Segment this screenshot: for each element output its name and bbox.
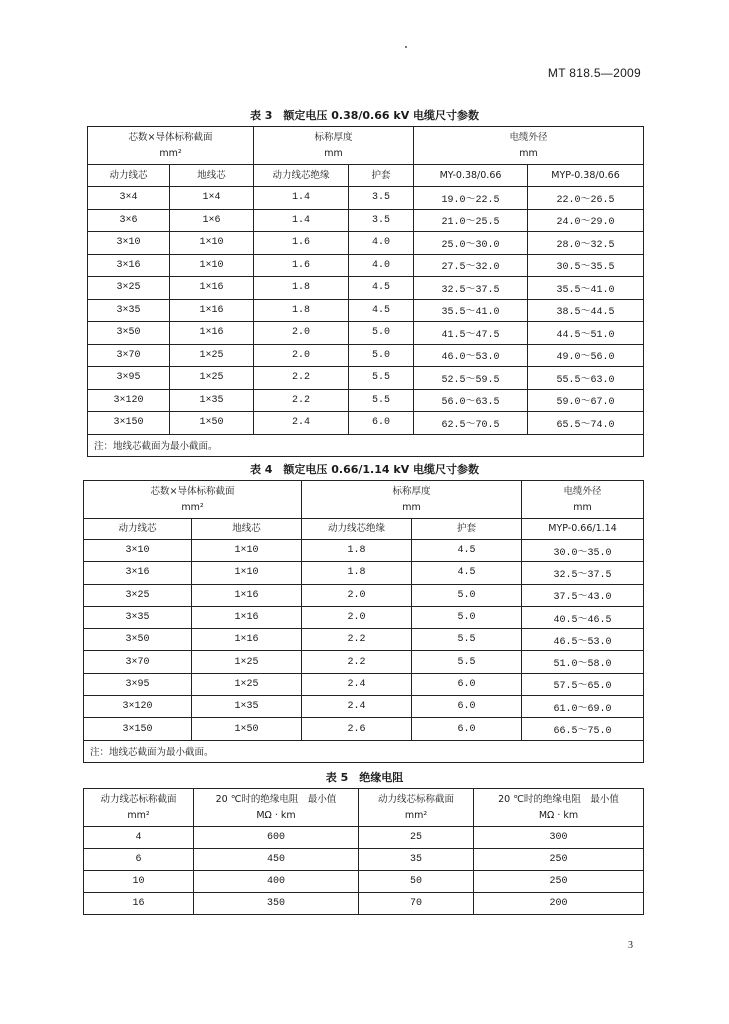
table-cell: 3×25 bbox=[84, 584, 192, 606]
table-row bbox=[88, 232, 644, 255]
table4-sub-insulation: 动力线芯绝缘 bbox=[302, 519, 412, 540]
table3-body bbox=[88, 187, 644, 435]
table3-header-row bbox=[88, 127, 644, 165]
table-cell: 1.4 bbox=[254, 187, 349, 210]
table-cell: 59.0～67.0 bbox=[528, 389, 644, 412]
table-cell: 46.0～53.0 bbox=[414, 344, 528, 367]
table-cell: 1×35 bbox=[192, 696, 302, 718]
table5 bbox=[83, 788, 644, 915]
table-cell: 2.2 bbox=[254, 367, 349, 390]
table-cell: 3×16 bbox=[84, 562, 192, 584]
table-cell: 3×35 bbox=[88, 299, 170, 322]
table-cell: 30.0～35.0 bbox=[522, 540, 644, 562]
table5-h-resistance-left: 20 ℃时的绝缘电阻 最小值 MΩ · km bbox=[194, 789, 359, 827]
table-cell: 3×120 bbox=[88, 389, 170, 412]
table-cell: 1×50 bbox=[170, 412, 254, 435]
table-cell: 1.4 bbox=[254, 209, 349, 232]
table-cell: 1×25 bbox=[170, 367, 254, 390]
table-cell: 250 bbox=[474, 871, 644, 893]
table-cell: 25.0～30.0 bbox=[414, 232, 528, 255]
table-cell: 300 bbox=[474, 827, 644, 849]
table-row bbox=[88, 277, 644, 300]
table-cell: 3×150 bbox=[88, 412, 170, 435]
table-row bbox=[84, 606, 644, 628]
table-cell: 1×16 bbox=[170, 299, 254, 322]
table4-h-outer-diameter: 电缆外径 mm bbox=[522, 481, 644, 519]
table-cell: 2.2 bbox=[302, 651, 412, 673]
table-cell: 1.6 bbox=[254, 254, 349, 277]
table5-body bbox=[84, 827, 644, 915]
table4-body bbox=[84, 540, 644, 741]
table-row bbox=[84, 718, 644, 740]
table-cell: 52.5～59.5 bbox=[414, 367, 528, 390]
table3-sub-myp: MYP-0.38/0.66 bbox=[528, 165, 644, 187]
table-row bbox=[88, 412, 644, 435]
table-cell: 3×150 bbox=[84, 718, 192, 740]
table3-caption: 表 3 额定电压 0.38/0.66 kV 电缆尺寸参数 bbox=[249, 109, 480, 122]
table-cell: 3×35 bbox=[84, 606, 192, 628]
table-cell: 1.8 bbox=[302, 540, 412, 562]
table4 bbox=[83, 480, 644, 763]
table3-sub-power-core: 动力线芯 bbox=[88, 165, 170, 187]
table-row bbox=[88, 322, 644, 345]
table-cell: 55.5～63.0 bbox=[528, 367, 644, 390]
table3-h-section: 芯数×导体标称截面 mm² bbox=[88, 127, 254, 165]
table-row bbox=[84, 651, 644, 673]
table-cell: 600 bbox=[194, 827, 359, 849]
table-cell: 250 bbox=[474, 849, 644, 871]
table3-note: 注：地线芯截面为最小截面。 bbox=[88, 434, 644, 456]
table-cell: 49.0～56.0 bbox=[528, 344, 644, 367]
table-cell: 4.0 bbox=[349, 254, 414, 277]
table-cell: 3×10 bbox=[84, 540, 192, 562]
table-cell: 1×25 bbox=[192, 651, 302, 673]
table-cell: 40.5～46.5 bbox=[522, 606, 644, 628]
table-cell: 1×16 bbox=[192, 629, 302, 651]
table-cell: 5.0 bbox=[349, 344, 414, 367]
table-cell: 1.8 bbox=[302, 562, 412, 584]
table3-sub-insulation: 动力线芯绝缘 bbox=[254, 165, 349, 187]
table-cell: 1×10 bbox=[170, 232, 254, 255]
table-cell: 2.4 bbox=[254, 412, 349, 435]
table-row bbox=[88, 209, 644, 232]
table4-sub-myp: MYP-0.66/1.14 bbox=[522, 519, 644, 540]
table-cell: 3×120 bbox=[84, 696, 192, 718]
table-cell: 2.0 bbox=[254, 344, 349, 367]
table-cell: 2.4 bbox=[302, 696, 412, 718]
table-cell: 3×95 bbox=[88, 367, 170, 390]
table-cell: 16 bbox=[84, 893, 194, 915]
table-cell: 51.0～58.0 bbox=[522, 651, 644, 673]
table-row bbox=[84, 893, 644, 915]
table-cell: 200 bbox=[474, 893, 644, 915]
table-cell: 27.5～32.0 bbox=[414, 254, 528, 277]
table-cell: 2.0 bbox=[302, 606, 412, 628]
table5-caption: 表 5 绝缘电阻 bbox=[325, 771, 404, 784]
table-cell: 66.5～75.0 bbox=[522, 718, 644, 740]
table4-h-section: 芯数×导体标称截面 mm² bbox=[84, 481, 302, 519]
table-cell: 3×70 bbox=[88, 344, 170, 367]
table-cell: 24.0～29.0 bbox=[528, 209, 644, 232]
table-cell: 2.2 bbox=[254, 389, 349, 412]
table-cell: 1.8 bbox=[254, 299, 349, 322]
table-cell: 38.5～44.5 bbox=[528, 299, 644, 322]
table-cell: 57.5～65.0 bbox=[522, 673, 644, 695]
table-row bbox=[84, 562, 644, 584]
table4-sub-sheath: 护套 bbox=[412, 519, 522, 540]
table-cell: 3.5 bbox=[349, 209, 414, 232]
table4-sub-power-core: 动力线芯 bbox=[84, 519, 192, 540]
table-cell: 30.5～35.5 bbox=[528, 254, 644, 277]
table-cell: 5.0 bbox=[412, 606, 522, 628]
table-cell: 4.5 bbox=[349, 277, 414, 300]
table-cell: 3×50 bbox=[88, 322, 170, 345]
table5-h-section-left: 动力线芯标称截面 mm² bbox=[84, 789, 194, 827]
table-cell: 35.5～41.0 bbox=[414, 299, 528, 322]
table4-note: 注：地线芯截面为最小截面。 bbox=[84, 740, 644, 762]
table-cell: 35 bbox=[359, 849, 474, 871]
table3-sub-my: MY-0.38/0.66 bbox=[414, 165, 528, 187]
table-cell: 400 bbox=[194, 871, 359, 893]
table-cell: 22.0～26.5 bbox=[528, 187, 644, 210]
table-cell: 32.5～37.5 bbox=[522, 562, 644, 584]
table-cell: 5.5 bbox=[412, 629, 522, 651]
table-cell: 46.5～53.0 bbox=[522, 629, 644, 651]
table-cell: 2.4 bbox=[302, 673, 412, 695]
table-cell: 3×16 bbox=[88, 254, 170, 277]
table-cell: 5.5 bbox=[349, 389, 414, 412]
table-cell: 4.5 bbox=[412, 540, 522, 562]
table-cell: 1×25 bbox=[170, 344, 254, 367]
table-cell: 2.6 bbox=[302, 718, 412, 740]
table-cell: 6.0 bbox=[412, 696, 522, 718]
table-cell: 3×10 bbox=[88, 232, 170, 255]
table-row bbox=[84, 696, 644, 718]
table-cell: 5.5 bbox=[412, 651, 522, 673]
table-cell: 4.5 bbox=[349, 299, 414, 322]
table-cell: 1×10 bbox=[192, 562, 302, 584]
table3 bbox=[87, 126, 644, 457]
table-cell: 4 bbox=[84, 827, 194, 849]
table-row bbox=[88, 299, 644, 322]
table-row bbox=[84, 849, 644, 871]
table-cell: 3×95 bbox=[84, 673, 192, 695]
table-cell: 1.6 bbox=[254, 232, 349, 255]
table4-sub-ground-core: 地线芯 bbox=[192, 519, 302, 540]
scan-speck bbox=[405, 46, 407, 48]
table5-header-row bbox=[84, 789, 644, 827]
table3-sub-sheath: 护套 bbox=[349, 165, 414, 187]
table-cell: 2.0 bbox=[254, 322, 349, 345]
table-cell: 1×10 bbox=[192, 540, 302, 562]
table-cell: 1×16 bbox=[170, 277, 254, 300]
table4-header-row bbox=[84, 481, 644, 519]
table-cell: 1×35 bbox=[170, 389, 254, 412]
table-cell: 1×10 bbox=[170, 254, 254, 277]
table4-subheader-row bbox=[84, 519, 644, 540]
table-cell: 6.0 bbox=[412, 673, 522, 695]
table-cell: 70 bbox=[359, 893, 474, 915]
table-cell: 5.0 bbox=[349, 322, 414, 345]
table4-caption: 表 4 额定电压 0.66/1.14 kV 电缆尺寸参数 bbox=[249, 463, 480, 476]
table-cell: 3×70 bbox=[84, 651, 192, 673]
table-cell: 5.0 bbox=[412, 584, 522, 606]
table-row bbox=[88, 344, 644, 367]
table-cell: 5.5 bbox=[349, 367, 414, 390]
table3-h-thickness: 标称厚度 mm bbox=[254, 127, 414, 165]
table-row bbox=[84, 629, 644, 651]
table-cell: 19.0～22.5 bbox=[414, 187, 528, 210]
table-cell: 6 bbox=[84, 849, 194, 871]
page-number: 3 bbox=[628, 940, 633, 951]
standard-code: MT 818.5—2009 bbox=[547, 66, 641, 80]
table-cell: 4.0 bbox=[349, 232, 414, 255]
table-row bbox=[84, 540, 644, 562]
table5-h-section-right: 动力线芯标称截面 mm² bbox=[359, 789, 474, 827]
table-cell: 10 bbox=[84, 871, 194, 893]
table-cell: 32.5～37.5 bbox=[414, 277, 528, 300]
table-cell: 3×6 bbox=[88, 209, 170, 232]
table4-h-thickness: 标称厚度 mm bbox=[302, 481, 522, 519]
table-cell: 1.8 bbox=[254, 277, 349, 300]
table-cell: 3×25 bbox=[88, 277, 170, 300]
table-cell: 2.0 bbox=[302, 584, 412, 606]
table-cell: 61.0～69.0 bbox=[522, 696, 644, 718]
table3-h-outer-diameter: 电缆外径 mm bbox=[414, 127, 644, 165]
table-cell: 1×16 bbox=[192, 584, 302, 606]
table-cell: 62.5～70.5 bbox=[414, 412, 528, 435]
table-row bbox=[84, 827, 644, 849]
table-row bbox=[88, 254, 644, 277]
table-cell: 25 bbox=[359, 827, 474, 849]
table3-sub-ground-core: 地线芯 bbox=[170, 165, 254, 187]
table-cell: 1×50 bbox=[192, 718, 302, 740]
table-row bbox=[88, 187, 644, 210]
table-cell: 450 bbox=[194, 849, 359, 871]
table-row bbox=[88, 389, 644, 412]
table3-note-row bbox=[88, 434, 644, 456]
table5-h-resistance-right: 20 ℃时的绝缘电阻 最小值 MΩ · km bbox=[474, 789, 644, 827]
table-cell: 6.0 bbox=[412, 718, 522, 740]
table-cell: 35.5～41.0 bbox=[528, 277, 644, 300]
table-cell: 41.5～47.5 bbox=[414, 322, 528, 345]
table3-subheader-row bbox=[88, 165, 644, 187]
table-cell: 350 bbox=[194, 893, 359, 915]
table-cell: 1×25 bbox=[192, 673, 302, 695]
table-cell: 65.5～74.0 bbox=[528, 412, 644, 435]
table-row bbox=[84, 871, 644, 893]
table-cell: 21.0～25.5 bbox=[414, 209, 528, 232]
table-cell: 1×6 bbox=[170, 209, 254, 232]
table-cell: 1×16 bbox=[170, 322, 254, 345]
table-cell: 28.0～32.5 bbox=[528, 232, 644, 255]
table-row bbox=[84, 673, 644, 695]
table-cell: 4.5 bbox=[412, 562, 522, 584]
table-cell: 3.5 bbox=[349, 187, 414, 210]
table-cell: 3×50 bbox=[84, 629, 192, 651]
table4-note-row bbox=[84, 740, 644, 762]
table-cell: 3×4 bbox=[88, 187, 170, 210]
table-cell: 56.0～63.5 bbox=[414, 389, 528, 412]
table-cell: 1×4 bbox=[170, 187, 254, 210]
table-cell: 50 bbox=[359, 871, 474, 893]
table-cell: 37.5～43.0 bbox=[522, 584, 644, 606]
table-row bbox=[84, 584, 644, 606]
table-cell: 1×16 bbox=[192, 606, 302, 628]
table-row bbox=[88, 367, 644, 390]
table-cell: 6.0 bbox=[349, 412, 414, 435]
table-cell: 2.2 bbox=[302, 629, 412, 651]
table-cell: 44.5～51.0 bbox=[528, 322, 644, 345]
